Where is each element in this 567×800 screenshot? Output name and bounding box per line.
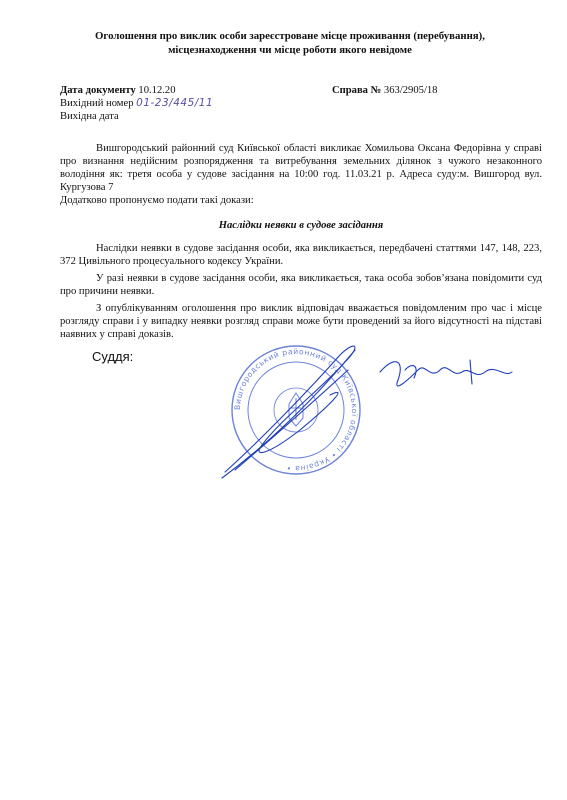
summons-paragraph: Вишгородський районний суд Київської області викликає Хомильова Оксана Федорівна у справі про визнання недійсним розпорядження та витребування земельних ділянок з чужого незаконного володіння як: третя особа у судове засідання на 10:00 год. 11.03.21 р. Адреса суду:м. Вишгород вул. Кургузова 7 <box>60 143 542 193</box>
case-value: 363/2905/18 <box>383 85 438 96</box>
consequences-section <box>60 242 542 345</box>
outgoing-date-label: Вихідна дата <box>60 111 119 122</box>
case-number <box>332 84 532 97</box>
case-label: Справа № <box>332 85 382 96</box>
doc-date-label: Дата документу <box>60 85 136 96</box>
court-stamp-icon <box>232 346 360 474</box>
outgoing-number-value: 01-23/445/11 <box>136 97 214 109</box>
consequences-paragraph-3: З опублікуванням оголошення про виклик відповідач вважається повідомленим про час і місце розгляду справи і у випадку неявки розгляд справи може бути проведений за його відсутності на підставі наявних у справі доказів. <box>60 303 542 340</box>
title-line-1: Оголошення про виклик особи зареєстроване місце проживання (перебування), <box>95 30 485 42</box>
consequences-heading: Наслідки неявки в судове засідання <box>218 220 384 231</box>
title-line-2: місцезнаходження чи місце роботи якого невідоме <box>168 43 412 56</box>
judge-signature-icon <box>222 346 512 478</box>
summons-body <box>60 142 542 207</box>
document-title <box>55 30 525 57</box>
doc-date-row <box>60 84 310 97</box>
evidence-request: Додатково пропонуємо подати такі докази: <box>60 195 254 206</box>
outgoing-number-row <box>60 97 310 110</box>
judge-label: Суддя: <box>92 349 134 364</box>
consequences-paragraph-1: Наслідки неявки в судове засідання особи, яка викликається, передбачені статтями 147, 148, 223, 372 Цивільного процесуального кодексу України. <box>60 243 542 267</box>
consequences-paragraph-2: У разі неявки в судове засідання особи, яка викликається, така особа зобов’язана повідомити суд про причини неявки. <box>60 273 542 297</box>
outgoing-date-row <box>60 110 310 123</box>
stamp-ring-text: Вишгородський районний суд Київської області • Україна • <box>232 346 360 474</box>
doc-date-value: 10.12.20 <box>138 85 176 96</box>
outgoing-number-label: Вихідний номер <box>60 98 134 109</box>
document-meta-left <box>60 84 310 123</box>
